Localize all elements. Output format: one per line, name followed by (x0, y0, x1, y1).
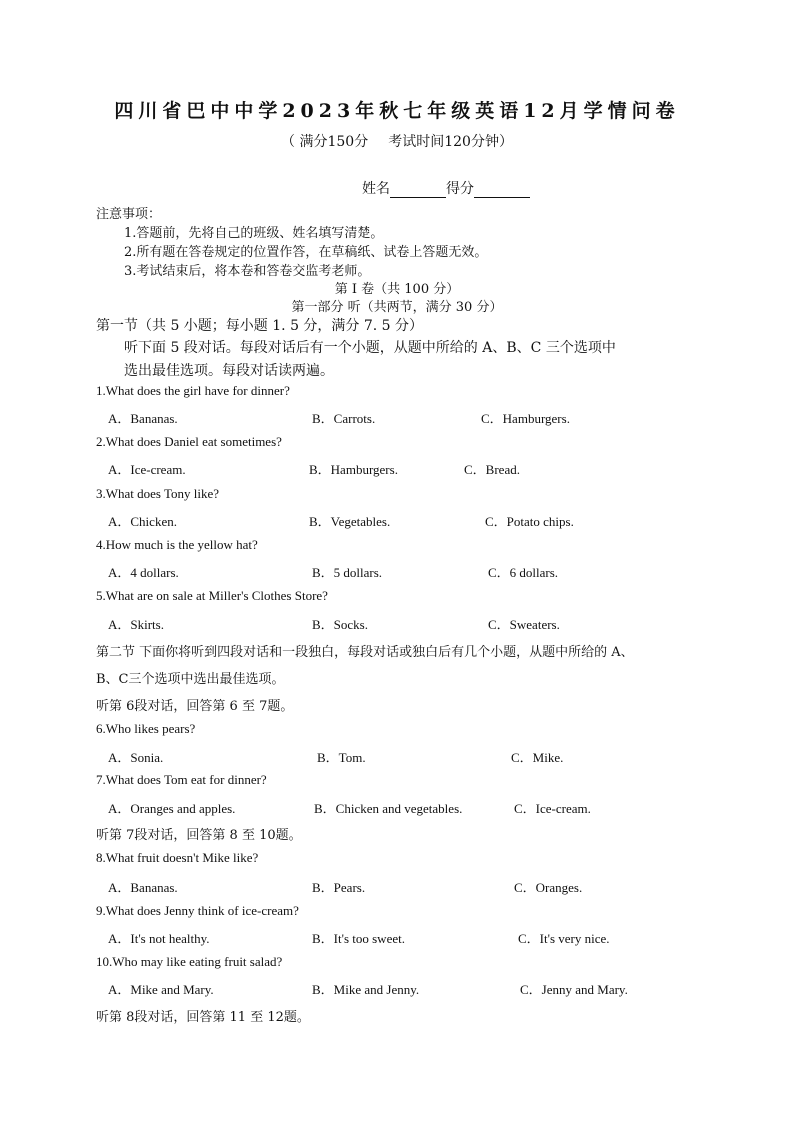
question-text: 9.What does Jenny think of ice-cream? (96, 903, 299, 918)
question-text: 8.What fruit doesn't Mike like? (96, 850, 259, 865)
option-c[interactable]: C．Bread. (464, 462, 520, 477)
option-a[interactable]: A．Bananas. (108, 880, 178, 895)
question-text: 4.How much is the yellow hat? (96, 537, 258, 552)
option-b[interactable]: B．Tom. (317, 750, 366, 765)
question-text: 3.What does Tony like? (96, 486, 220, 501)
option-a[interactable]: A．Ice-cream. (108, 462, 186, 477)
section1-heading: 第一节（共 5 小题；每小题 1. 5 分，满分 7. 5 分） (96, 318, 424, 334)
option-b[interactable]: B．Chicken and vegetables. (314, 801, 463, 816)
option-a[interactable]: A．Sonia. (108, 750, 164, 765)
part-heading: 第一部分 听（共两节，满分 30 分） (291, 300, 503, 315)
score-total: （ 满分150分 (281, 134, 369, 150)
option-c[interactable]: C．Jenny and Mary. (520, 982, 628, 997)
question-text: 6.Who likes pears? (96, 721, 196, 736)
question-text: 1.What does the girl have for dinner? (96, 383, 290, 398)
dialogue-note: 听第 8段对话，回答第 11 至 12题。 (96, 1010, 310, 1025)
option-c[interactable]: C．Oranges. (514, 880, 583, 895)
option-b[interactable]: B．Carrots. (312, 411, 376, 426)
option-b[interactable]: B．Vegetables. (309, 514, 391, 529)
exam-subtitle (0, 131, 794, 151)
option-c[interactable]: C．Ice-cream. (514, 801, 591, 816)
option-c[interactable]: C．Potato chips. (485, 514, 574, 529)
option-b[interactable]: B．Mike and Jenny. (312, 982, 420, 997)
volume-heading: 第 I 卷（共 100 分） (334, 282, 460, 297)
time-limit: 考试时间120分钟） (388, 134, 513, 150)
option-b[interactable]: B．Socks. (312, 617, 368, 632)
section2-instruction: B、C三个选项中选出最佳选项。 (96, 672, 285, 687)
notice-item: 2.所有题在答卷规定的位置作答，在草稿纸、试卷上答题无效。 (124, 245, 488, 260)
section1-instruction: 听下面 5 段对话。每段对话后有一个小题，从题中所给的 A、B、C 三个选项中 (124, 340, 616, 356)
option-c[interactable]: C．It's very nice. (518, 931, 610, 946)
notice-heading: 注意事项： (96, 207, 162, 222)
option-a[interactable]: A．It's not healthy. (108, 931, 210, 946)
option-c[interactable]: C．6 dollars. (488, 565, 559, 580)
name-score-bar (362, 178, 530, 198)
option-a[interactable]: A．Oranges and apples. (108, 801, 236, 816)
option-a[interactable]: A．Skirts. (108, 617, 164, 632)
question-text: 5.What are on sale at Miller's Clothes Store? (96, 588, 328, 603)
option-a[interactable]: A．Chicken. (108, 514, 177, 529)
section2-instruction: 第二节 下面你将听到四段对话和一段独白，每段对话或独白后有几个小题，从题中所给的 A、 (96, 645, 634, 660)
dialogue-note: 听第 7段对话，回答第 8 至 10题。 (96, 828, 302, 843)
option-a[interactable]: A．4 dollars. (108, 565, 179, 580)
score-blank[interactable] (474, 183, 530, 198)
question-text: 10.Who may like eating fruit salad? (96, 954, 283, 969)
option-b[interactable]: B．5 dollars. (312, 565, 383, 580)
option-c[interactable]: C．Sweaters. (488, 617, 560, 632)
option-a[interactable]: A．Bananas. (108, 411, 178, 426)
dialogue-note: 听第 6段对话，回答第 6 至 7题。 (96, 699, 294, 714)
option-b[interactable]: B．Hamburgers. (309, 462, 398, 477)
question-text: 7.What does Tom eat for dinner? (96, 772, 267, 787)
question-text: 2.What does Daniel eat sometimes? (96, 434, 282, 449)
name-blank[interactable] (390, 183, 446, 198)
score-label: 得分 (446, 181, 474, 197)
option-b[interactable]: B．It's too sweet. (312, 931, 405, 946)
option-b[interactable]: B．Pears. (312, 880, 366, 895)
notice-item: 1.答题前，先将自己的班级、姓名填写清楚。 (124, 226, 384, 241)
option-c[interactable]: C．Mike. (511, 750, 564, 765)
section1-instruction: 选出最佳选项。每段对话读两遍。 (124, 363, 334, 379)
option-a[interactable]: A．Mike and Mary. (108, 982, 214, 997)
option-c[interactable]: C．Hamburgers. (481, 411, 570, 426)
exam-title: 四川省巴中中学2023年秋七年级英语12月学情问卷 (114, 100, 680, 122)
notice-item: 3.考试结束后，将本卷和答卷交监考老师。 (124, 264, 371, 279)
name-label: 姓名 (362, 181, 390, 197)
